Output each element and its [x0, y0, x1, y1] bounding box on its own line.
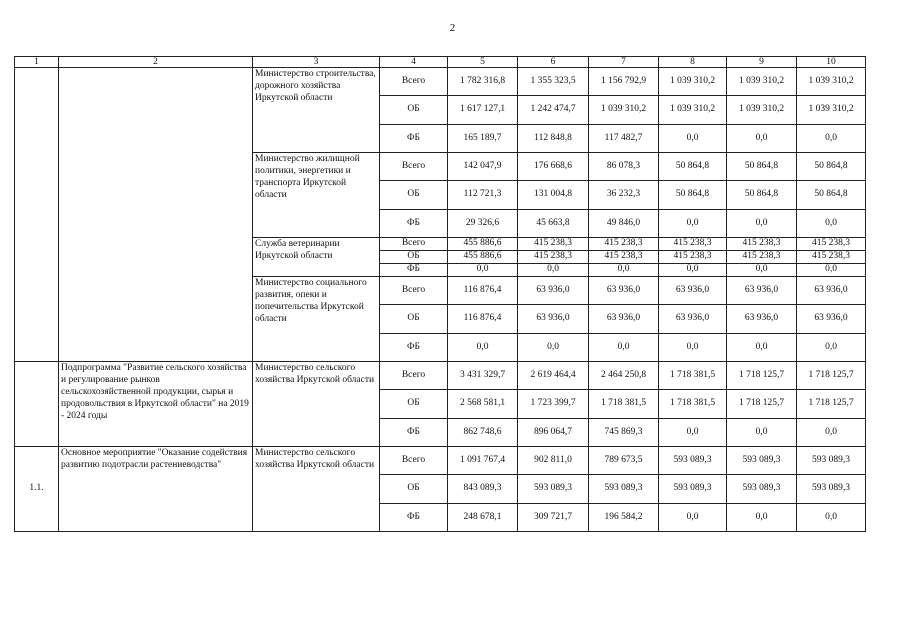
funding-source: Всего	[380, 447, 448, 475]
amount-cell: 745 869,3	[589, 419, 659, 447]
amount-cell: 1 039 310,2	[797, 68, 866, 96]
amount-cell: 1 091 767,4	[448, 447, 518, 475]
table-body	[15, 57, 866, 532]
amount-cell: 593 089,3	[659, 475, 727, 504]
funding-source: ОБ	[380, 475, 448, 504]
amount-cell: 415 238,3	[518, 251, 589, 264]
amount-cell: 1 355 323,5	[518, 68, 589, 96]
amount-cell: 0,0	[797, 210, 866, 238]
amount-cell: 1 617 127,1	[448, 96, 518, 125]
amount-cell: 3 431 329,7	[448, 362, 518, 390]
amount-cell: 0,0	[659, 264, 727, 277]
amount-cell: 1 242 474,7	[518, 96, 589, 125]
executor-name: Министерство сельского хозяйства Иркутской области	[253, 362, 380, 447]
table-row	[15, 447, 866, 475]
amount-cell: 415 238,3	[589, 238, 659, 251]
amount-cell: 1 718 381,5	[659, 362, 727, 390]
amount-cell: 0,0	[659, 419, 727, 447]
column-header: 3	[253, 57, 380, 68]
amount-cell: 86 078,3	[589, 153, 659, 181]
amount-cell: 63 936,0	[797, 277, 866, 305]
amount-cell: 63 936,0	[659, 305, 727, 334]
funding-source: ОБ	[380, 305, 448, 334]
program-name: Основное мероприятие "Оказание содействия развитию подотрасли растениеводства"	[59, 447, 253, 532]
amount-cell: 593 089,3	[727, 447, 797, 475]
amount-cell: 902 811,0	[518, 447, 589, 475]
amount-cell: 1 718 381,5	[589, 390, 659, 419]
amount-cell: 0,0	[797, 125, 866, 153]
amount-cell: 1 782 316,8	[448, 68, 518, 96]
amount-cell: 1 039 310,2	[797, 96, 866, 125]
column-header: 7	[589, 57, 659, 68]
amount-cell: 415 238,3	[589, 251, 659, 264]
amount-cell: 862 748,6	[448, 419, 518, 447]
program-name	[59, 68, 253, 362]
funding-source: ОБ	[380, 251, 448, 264]
column-header: 2	[59, 57, 253, 68]
amount-cell: 2 568 581,1	[448, 390, 518, 419]
amount-cell: 50 864,8	[659, 181, 727, 210]
amount-cell: 1 039 310,2	[659, 68, 727, 96]
program-name: Подпрограмма "Развитие сельского хозяйства и регулирование рынков сельскохозяйственной продукции, сырья и продовольствия в Иркутской области" на 2019 - 2024 годы	[59, 362, 253, 447]
column-header: 10	[797, 57, 866, 68]
amount-cell: 45 663,8	[518, 210, 589, 238]
column-header: 4	[380, 57, 448, 68]
amount-cell: 1 718 125,7	[727, 390, 797, 419]
amount-cell: 196 584,2	[589, 504, 659, 532]
amount-cell: 117 482,7	[589, 125, 659, 153]
amount-cell: 116 876,4	[448, 305, 518, 334]
executor-name: Министерство сельского хозяйства Иркутской области	[253, 447, 380, 532]
amount-cell: 50 864,8	[797, 153, 866, 181]
amount-cell: 1 718 125,7	[727, 362, 797, 390]
table-row	[15, 362, 866, 390]
amount-cell: 1 156 792,9	[589, 68, 659, 96]
amount-cell: 0,0	[659, 334, 727, 362]
amount-cell: 0,0	[518, 264, 589, 277]
amount-cell: 0,0	[797, 504, 866, 532]
amount-cell: 2 464 250,8	[589, 362, 659, 390]
amount-cell: 0,0	[518, 334, 589, 362]
item-number	[15, 362, 59, 447]
amount-cell: 455 886,6	[448, 251, 518, 264]
funding-source: ФБ	[380, 210, 448, 238]
amount-cell: 593 089,3	[727, 475, 797, 504]
amount-cell: 1 723 399,7	[518, 390, 589, 419]
amount-cell: 50 864,8	[659, 153, 727, 181]
amount-cell: 1 718 381,5	[659, 390, 727, 419]
executor-name: Служба ветеринарии Иркутской области	[253, 238, 380, 277]
amount-cell: 309 721,7	[518, 504, 589, 532]
header-row	[15, 57, 866, 68]
amount-cell: 63 936,0	[797, 305, 866, 334]
funding-source: Всего	[380, 277, 448, 305]
funding-source: ФБ	[380, 264, 448, 277]
amount-cell: 63 936,0	[589, 305, 659, 334]
amount-cell: 415 238,3	[727, 238, 797, 251]
column-header: 9	[727, 57, 797, 68]
amount-cell: 0,0	[589, 334, 659, 362]
amount-cell: 0,0	[727, 419, 797, 447]
amount-cell: 896 064,7	[518, 419, 589, 447]
amount-cell: 593 089,3	[797, 475, 866, 504]
amount-cell: 0,0	[448, 264, 518, 277]
item-number	[15, 68, 59, 362]
funding-source: ФБ	[380, 334, 448, 362]
table-row	[15, 68, 866, 96]
amount-cell: 415 238,3	[727, 251, 797, 264]
amount-cell: 63 936,0	[589, 277, 659, 305]
amount-cell: 0,0	[727, 504, 797, 532]
amount-cell: 0,0	[727, 125, 797, 153]
column-header: 1	[15, 57, 59, 68]
funding-source: ОБ	[380, 181, 448, 210]
amount-cell: 63 936,0	[518, 277, 589, 305]
amount-cell: 0,0	[589, 264, 659, 277]
page-number: 2	[449, 22, 456, 34]
amount-cell: 593 089,3	[797, 447, 866, 475]
amount-cell: 36 232,3	[589, 181, 659, 210]
amount-cell: 63 936,0	[727, 305, 797, 334]
funding-source: ОБ	[380, 96, 448, 125]
amount-cell: 1 039 310,2	[589, 96, 659, 125]
amount-cell: 142 047,9	[448, 153, 518, 181]
amount-cell: 1 718 125,7	[797, 390, 866, 419]
amount-cell: 0,0	[797, 419, 866, 447]
executor-name: Министерство социального развития, опеки и попечительства Иркутской области	[253, 277, 380, 362]
amount-cell: 415 238,3	[518, 238, 589, 251]
amount-cell: 455 886,6	[448, 238, 518, 251]
amount-cell: 415 238,3	[659, 251, 727, 264]
funding-source: Всего	[380, 153, 448, 181]
amount-cell: 63 936,0	[518, 305, 589, 334]
funding-source: ФБ	[380, 419, 448, 447]
budget-table	[14, 56, 866, 532]
amount-cell: 1 718 125,7	[797, 362, 866, 390]
funding-source: Всего	[380, 238, 448, 251]
amount-cell: 0,0	[727, 210, 797, 238]
column-header: 5	[448, 57, 518, 68]
amount-cell: 131 004,8	[518, 181, 589, 210]
funding-source: ОБ	[380, 390, 448, 419]
amount-cell: 112 721,3	[448, 181, 518, 210]
amount-cell: 176 668,6	[518, 153, 589, 181]
amount-cell: 29 326,6	[448, 210, 518, 238]
funding-source: ФБ	[380, 504, 448, 532]
amount-cell: 248 678,1	[448, 504, 518, 532]
amount-cell: 63 936,0	[659, 277, 727, 305]
amount-cell: 50 864,8	[727, 181, 797, 210]
funding-source: Всего	[380, 362, 448, 390]
funding-source: Всего	[380, 68, 448, 96]
funding-source: ФБ	[380, 125, 448, 153]
amount-cell: 2 619 464,4	[518, 362, 589, 390]
amount-cell: 63 936,0	[727, 277, 797, 305]
amount-cell: 0,0	[797, 334, 866, 362]
amount-cell: 0,0	[659, 210, 727, 238]
amount-cell: 1 039 310,2	[659, 96, 727, 125]
amount-cell: 415 238,3	[797, 238, 866, 251]
amount-cell: 50 864,8	[727, 153, 797, 181]
amount-cell: 0,0	[448, 334, 518, 362]
column-header: 8	[659, 57, 727, 68]
amount-cell: 49 846,0	[589, 210, 659, 238]
amount-cell: 843 089,3	[448, 475, 518, 504]
amount-cell: 0,0	[659, 125, 727, 153]
amount-cell: 415 238,3	[797, 251, 866, 264]
amount-cell: 593 089,3	[518, 475, 589, 504]
amount-cell: 1 039 310,2	[727, 96, 797, 125]
amount-cell: 0,0	[659, 504, 727, 532]
amount-cell: 112 848,8	[518, 125, 589, 153]
column-header: 6	[518, 57, 589, 68]
amount-cell: 116 876,4	[448, 277, 518, 305]
amount-cell: 415 238,3	[659, 238, 727, 251]
amount-cell: 0,0	[727, 264, 797, 277]
executor-name: Министерство строительства, дорожного хозяйства Иркутской области	[253, 68, 380, 153]
amount-cell: 789 673,5	[589, 447, 659, 475]
item-number: 1.1.	[15, 447, 59, 532]
amount-cell: 593 089,3	[659, 447, 727, 475]
executor-name: Министерство жилищной политики, энергетики и транспорта Иркутской области	[253, 153, 380, 238]
amount-cell: 593 089,3	[589, 475, 659, 504]
amount-cell: 50 864,8	[797, 181, 866, 210]
amount-cell: 165 189,7	[448, 125, 518, 153]
amount-cell: 0,0	[727, 334, 797, 362]
amount-cell: 1 039 310,2	[727, 68, 797, 96]
amount-cell: 0,0	[797, 264, 866, 277]
